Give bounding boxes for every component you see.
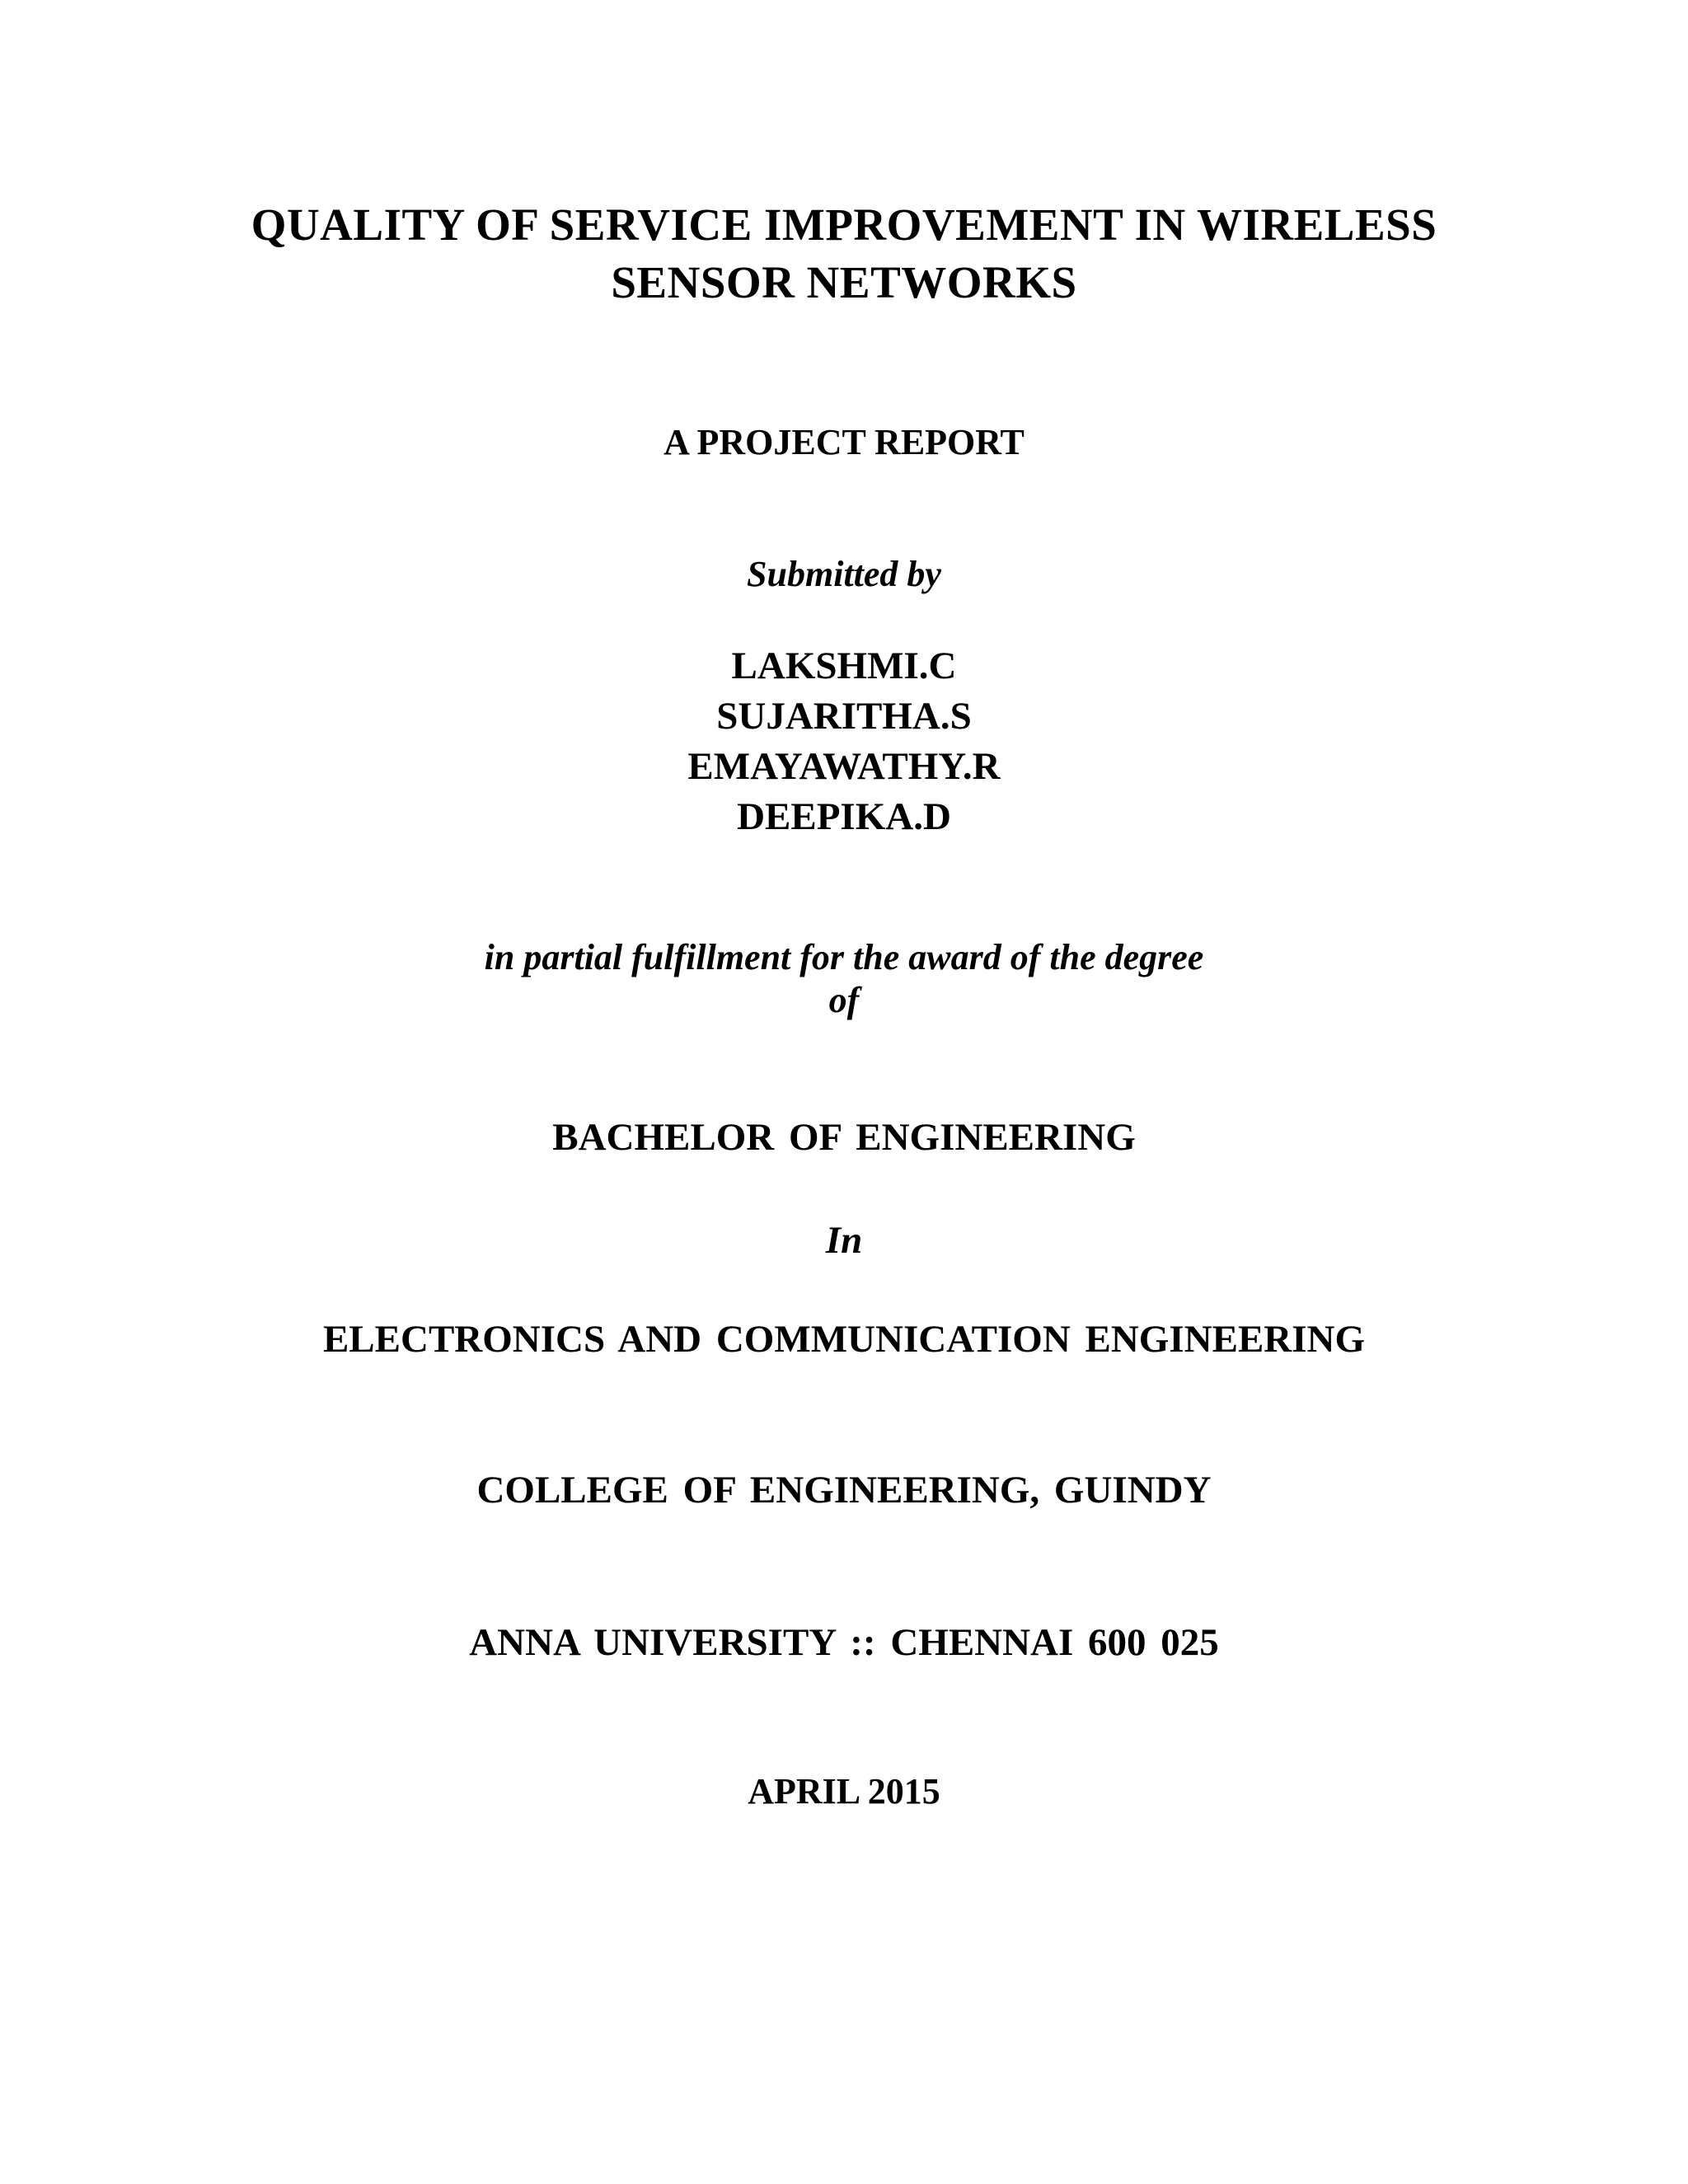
degree-name: BACHELOR OF ENGINEERING	[552, 1116, 1136, 1159]
submission-date: APRIL 2015	[748, 1771, 940, 1811]
college-name: COLLEGE OF ENGINEERING, GUINDY	[476, 1469, 1212, 1511]
report-title-line-2: SENSOR NETWORKS	[611, 257, 1077, 307]
author-name: LAKSHMI.C	[731, 644, 957, 687]
report-type: A PROJECT REPORT	[663, 422, 1025, 462]
in-label: In	[825, 1219, 863, 1262]
author-name: EMAYAWATHY.R	[687, 745, 1001, 788]
department-name: ELECTRONICS AND COMMUNICATION ENGINEERING	[322, 1318, 1366, 1361]
report-title-line-1: QUALITY OF SERVICE IMPROVEMENT IN WIRELESS	[251, 199, 1437, 250]
fulfillment-statement: in partial fulfillment for the award of the degree	[484, 937, 1204, 977]
author-name: SUJARITHA.S	[716, 695, 972, 738]
fulfillment-statement-of: of	[828, 980, 860, 1020]
author-name: DEEPIKA.D	[737, 795, 951, 838]
submitted-by-label: Submitted by	[747, 554, 941, 594]
university-name: ANNA UNIVERSITY :: CHENNAI 600 025	[469, 1621, 1219, 1664]
